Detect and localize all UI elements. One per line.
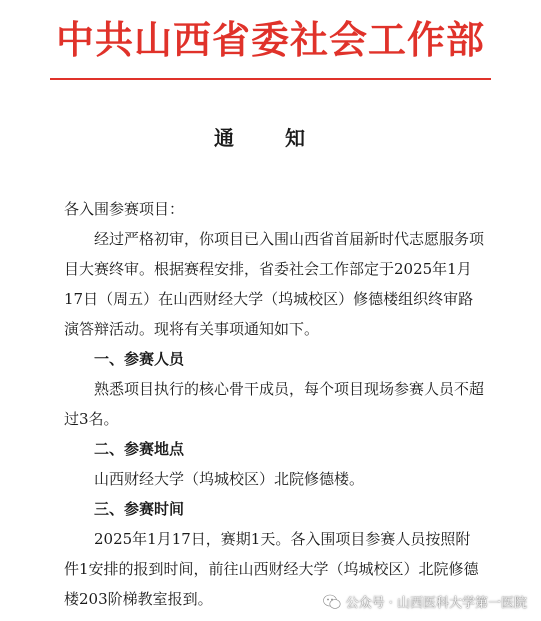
wechat-watermark — [323, 592, 527, 611]
watermark-text: 公众号 · 山西医科大学第一医院 — [345, 596, 527, 611]
notice-title: 通 知 — [214, 126, 327, 150]
section-heading-participants: 一、参赛人员 — [94, 350, 185, 368]
intro-paragraph: 经过严格初审，你项目已入围山西省首届新时代志愿服务项目大赛终审。根据赛程安排，省委社会工作部定于2025年1月17日（周五）在山西财经大学（坞城校区）修德楼组织终审路演答辩活动。现将有关事项通知如下。 — [64, 230, 485, 338]
letterhead-title: 中共山西省委社会工作部 — [55, 18, 485, 62]
salutation: 各入围参赛项目： — [64, 200, 185, 218]
section-text-venue: 山西财经大学（坞城校区）北院修德楼。 — [94, 470, 365, 488]
letterhead-divider — [50, 78, 491, 80]
section-heading-time: 三、参赛时间 — [94, 500, 185, 518]
section-text-time: 2025年1月17日，赛期1天。各入围项目参赛人员按照附件1安排的报到时间，前往山西财经大学（坞城校区）北院修德楼203阶梯教室报到。 — [64, 530, 479, 608]
section-heading-venue: 二、参赛地点 — [94, 440, 185, 458]
notice-body — [64, 194, 484, 614]
wechat-icon — [323, 594, 341, 610]
section-text-participants: 熟悉项目执行的核心骨干成员，每个项目现场参赛人员不超过3名。 — [64, 380, 485, 428]
